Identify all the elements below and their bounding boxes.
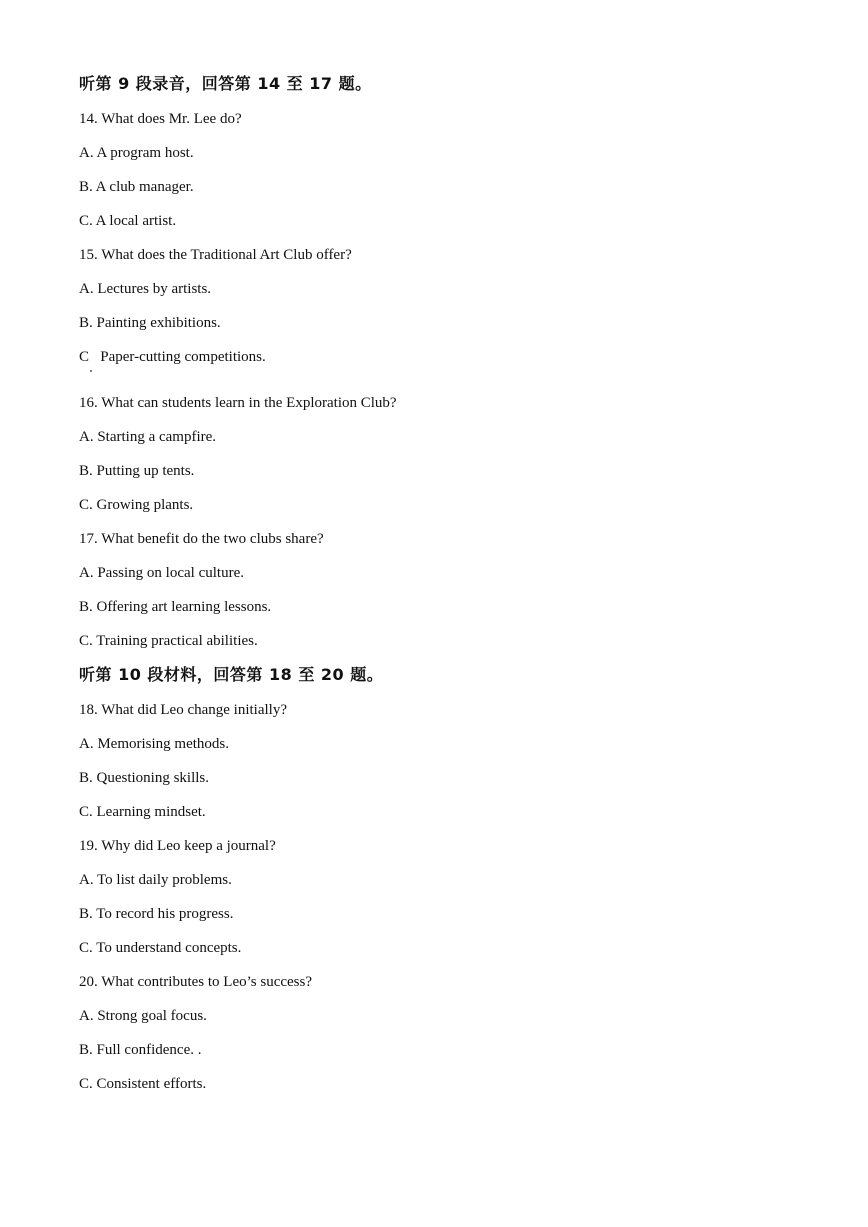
question-16-option-c: C. Growing plants. xyxy=(79,497,194,513)
question-19-option-b: B. To record his progress. xyxy=(79,906,234,922)
question-17-stem: 17. What benefit do the two clubs share? xyxy=(79,531,324,547)
question-19-option-a: A. To list daily problems. xyxy=(79,872,232,888)
question-18-option-b: B. Questioning skills. xyxy=(79,770,210,786)
question-19-option-c: C. To understand concepts. xyxy=(79,940,242,956)
question-16-stem: 16. What can students learn in the Exploration Club? xyxy=(79,395,397,411)
question-17-option-c: C. Training practical abilities. xyxy=(79,633,258,649)
question-15-stem: 15. What does the Traditional Art Club offer? xyxy=(79,247,352,263)
scan-speck xyxy=(90,370,92,372)
section-heading: 听第 10 段材料，回答第 18 至 20 题。 xyxy=(79,665,384,684)
question-20-option-c: C. Consistent efforts. xyxy=(79,1076,207,1092)
question-18-option-c: C. Learning mindset. xyxy=(79,804,206,820)
question-14-option-b: B. A club manager. xyxy=(79,179,194,195)
question-20-stem: 20. What contributes to Leo’s success? xyxy=(79,974,312,990)
section-heading: 听第 9 段录音，回答第 14 至 17 题。 xyxy=(79,74,372,93)
question-20-option-b: B. Full confidence. . xyxy=(79,1042,202,1058)
question-20-option-a: A. Strong goal focus. xyxy=(79,1008,207,1024)
question-16-option-a: A. Starting a campfire. xyxy=(79,429,217,445)
question-17-option-a: A. Passing on local culture. xyxy=(79,565,244,581)
question-18-option-a: A. Memorising methods. xyxy=(79,736,229,752)
question-14-stem: 14. What does Mr. Lee do? xyxy=(79,111,242,127)
question-15-option-c: C Paper-cutting competitions. xyxy=(79,349,266,365)
question-17-option-b: B. Offering art learning lessons. xyxy=(79,599,272,615)
question-16-option-b: B. Putting up tents. xyxy=(79,463,195,479)
question-15-option-b: B. Painting exhibitions. xyxy=(79,315,221,331)
question-14-option-a: A. A program host. xyxy=(79,145,194,161)
question-14-option-c: C. A local artist. xyxy=(79,213,177,229)
question-15-option-a: A. Lectures by artists. xyxy=(79,281,212,297)
question-19-stem: 19. Why did Leo keep a journal? xyxy=(79,838,276,854)
question-18-stem: 18. What did Leo change initially? xyxy=(79,702,287,718)
